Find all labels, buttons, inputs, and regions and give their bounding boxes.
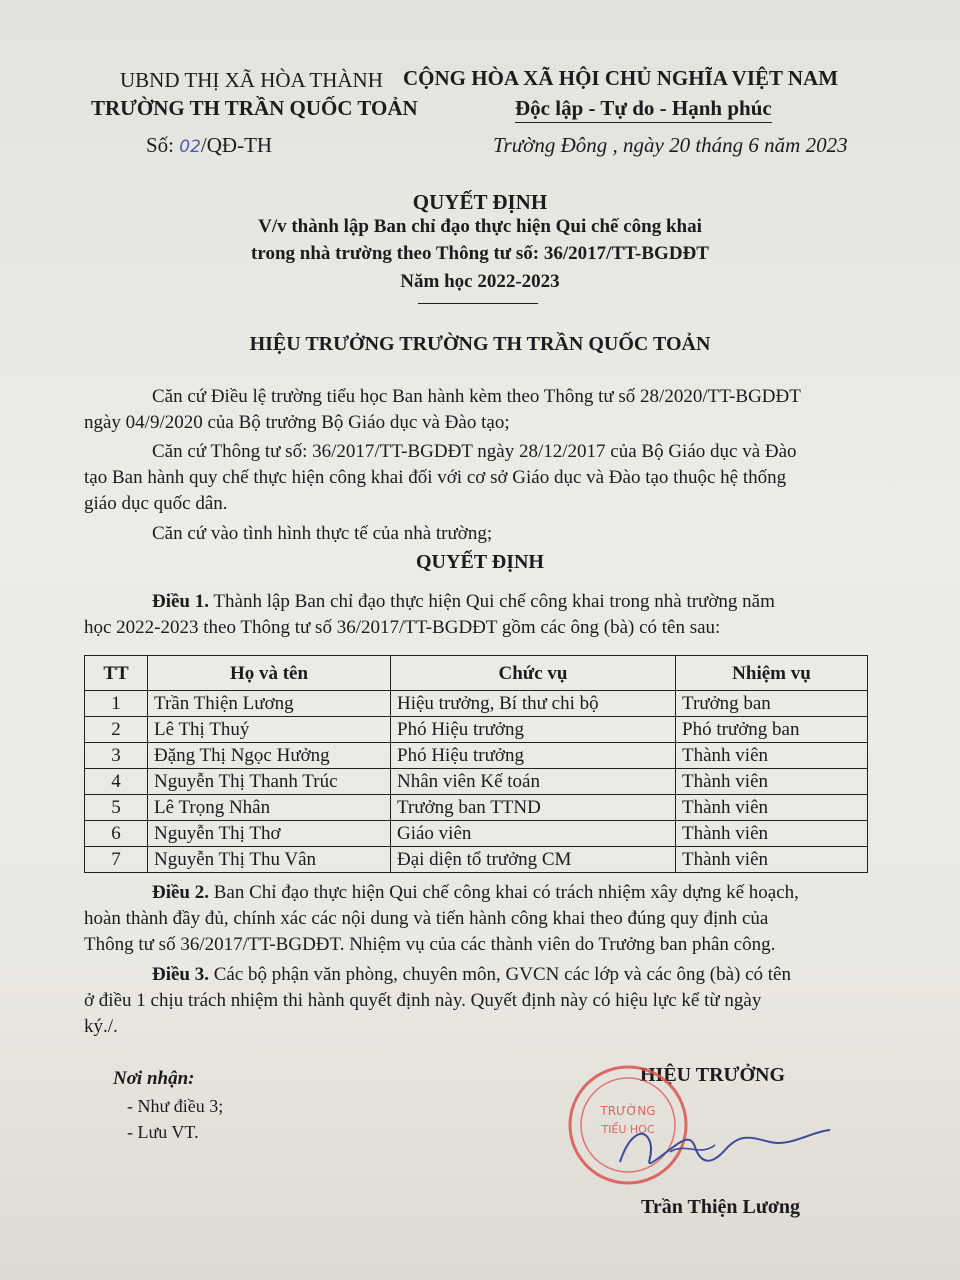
table-row <box>85 691 868 717</box>
svg-text:TRƯỜNG: TRƯỜNG <box>600 1104 656 1118</box>
decision-heading: QUYẾT ĐỊNH <box>416 551 544 573</box>
table-row <box>85 717 868 743</box>
signature-scribble <box>600 1112 840 1182</box>
cell-tt: 5 <box>85 795 148 821</box>
col-header-position: Chức vụ <box>391 656 676 691</box>
cell-duty: Thành viên <box>676 769 868 795</box>
article-3-line-1 <box>152 962 791 988</box>
cell-duty: Thành viên <box>676 847 868 873</box>
article-1-text: Thành lập Ban chỉ đạo thực hiện Qui chế công khai trong nhà trường năm <box>213 591 775 612</box>
cell-duty: Trưởng ban <box>676 691 868 717</box>
article-2-label: Điều 2. <box>152 882 209 903</box>
org-name: UBND THỊ XÃ HÒA THÀNH <box>120 68 383 92</box>
col-header-tt: TT <box>85 656 148 691</box>
cell-duty: Phó trưởng ban <box>676 717 868 743</box>
members-table <box>84 655 868 873</box>
handwritten-number: 02 <box>179 137 201 157</box>
col-header-duty: Nhiệm vụ <box>676 656 868 691</box>
table-row <box>85 743 868 769</box>
preamble-1-line-2: ngày 04/9/2020 của Bộ trưởng Bộ Giáo dục và Đào tạo; <box>84 412 510 433</box>
article-1-line-1 <box>152 589 775 615</box>
svg-text:TIỂU HỌC: TIỂU HỌC <box>601 1123 655 1136</box>
signer-title: HIỆU TRƯỞNG <box>640 1064 786 1086</box>
cell-name: Nguyễn Thị Thơ <box>148 821 391 847</box>
school-name: TRƯỜNG TH TRẦN QUỐC TOẢN <box>91 96 418 120</box>
cell-duty: Thành viên <box>676 821 868 847</box>
cell-name: Trần Thiện Lương <box>148 691 391 717</box>
table-row <box>85 821 868 847</box>
national-title: CỘNG HÒA XÃ HỘI CHỦ NGHĨA VIỆT NAM <box>403 66 839 90</box>
preamble-3: Căn cứ vào tình hình thực tế của nhà trường; <box>152 523 493 544</box>
recipient-item: - Như điều 3; <box>127 1096 224 1116</box>
article-2-line-1 <box>152 880 799 906</box>
cell-position: Hiệu trưởng, Bí thư chi bộ <box>391 691 676 717</box>
cell-tt: 3 <box>85 743 148 769</box>
cell-position: Phó Hiệu trưởng <box>391 743 676 769</box>
article-3-line-3: ký./. <box>84 1016 118 1037</box>
subject-line-2: trong nhà trường theo Thông tư số: 36/2017/TT-BGDĐT <box>251 243 709 264</box>
cell-name: Nguyễn Thị Thanh Trúc <box>148 769 391 795</box>
article-2-line-2: hoàn thành đầy đủ, chính xác các nội dung và tiến hành công khai theo đúng quy định của <box>84 908 769 929</box>
preamble-2-line-3: giáo dục quốc dân. <box>84 493 228 514</box>
table-row <box>85 769 868 795</box>
cell-position: Giáo viên <box>391 821 676 847</box>
cell-tt: 7 <box>85 847 148 873</box>
cell-duty: Thành viên <box>676 743 868 769</box>
cell-name: Lê Thị Thuý <box>148 717 391 743</box>
school-year: Năm học 2022-2023 <box>400 271 560 292</box>
cell-position: Đại diện tổ trưởng CM <box>391 847 676 873</box>
table-header-row <box>85 656 868 691</box>
number-prefix: Số: <box>146 133 175 157</box>
table-row <box>85 795 868 821</box>
signer-name: Trần Thiện Lương <box>641 1196 801 1218</box>
cell-tt: 2 <box>85 717 148 743</box>
cell-position: Trưởng ban TTND <box>391 795 676 821</box>
cell-tt: 6 <box>85 821 148 847</box>
subject-line-1: V/v thành lập Ban chỉ đạo thực hiện Qui chế công khai <box>258 216 702 237</box>
document-number <box>146 133 272 158</box>
cell-name: Đặng Thị Ngọc Hưởng <box>148 743 391 769</box>
article-3-line-2: ở điều 1 chịu trách nhiệm thi hành quyết định này. Quyết định này có hiệu lực kể từ ngày <box>84 990 762 1011</box>
national-motto: Độc lập - Tự do - Hạnh phúc <box>515 96 772 123</box>
place-date: Trường Đông , ngày 20 tháng 6 năm 2023 <box>493 133 848 157</box>
article-1-line-2: học 2022-2023 theo Thông tư số 36/2017/TT-BGDĐT gồm các ông (bà) có tên sau: <box>84 617 721 638</box>
cell-name: Lê Trọng Nhân <box>148 795 391 821</box>
cell-duty: Thành viên <box>676 795 868 821</box>
article-1-label: Điều 1. <box>152 591 209 612</box>
table-row <box>85 847 868 873</box>
article-3-label: Điều 3. <box>152 964 209 985</box>
preamble-2-line-2: tạo Ban hành quy chế thực hiện công khai đối với cơ sở Giáo dục và Đào tạo thuộc hệ thống <box>84 467 787 488</box>
cell-tt: 1 <box>85 691 148 717</box>
preamble-2-line-1: Căn cứ Thông tư số: 36/2017/TT-BGDĐT ngày 28/12/2017 của Bộ Giáo dục và Đào <box>152 441 797 462</box>
authority-heading: HIỆU TRƯỞNG TRƯỜNG TH TRẦN QUỐC TOẢN <box>249 333 711 355</box>
cell-position: Phó Hiệu trưởng <box>391 717 676 743</box>
cell-position: Nhân viên Kế toán <box>391 769 676 795</box>
article-3-text: Các bộ phận văn phòng, chuyên môn, GVCN các lớp và các ông (bà) có tên <box>213 964 791 985</box>
number-suffix: /QĐ-TH <box>200 133 273 157</box>
recipients-title: Nơi nhận: <box>113 1068 195 1089</box>
preamble-1-line-1: Căn cứ Điều lệ trường tiểu học Ban hành kèm theo Thông tư số 28/2020/TT-BGDĐT <box>152 386 801 407</box>
decision-title: QUYẾT ĐỊNH <box>412 190 548 214</box>
cell-name: Nguyễn Thị Thu Vân <box>148 847 391 873</box>
title-underline <box>418 303 538 304</box>
article-2-line-3: Thông tư số 36/2017/TT-BGDĐT. Nhiệm vụ của các thành viên do Trưởng ban phân công. <box>84 934 776 955</box>
article-2-text: Ban Chỉ đạo thực hiện Qui chế công khai có trách nhiệm xây dựng kế hoạch, <box>213 882 799 903</box>
cell-tt: 4 <box>85 769 148 795</box>
col-header-name: Họ và tên <box>148 656 391 691</box>
recipient-item: - Lưu VT. <box>127 1122 199 1142</box>
